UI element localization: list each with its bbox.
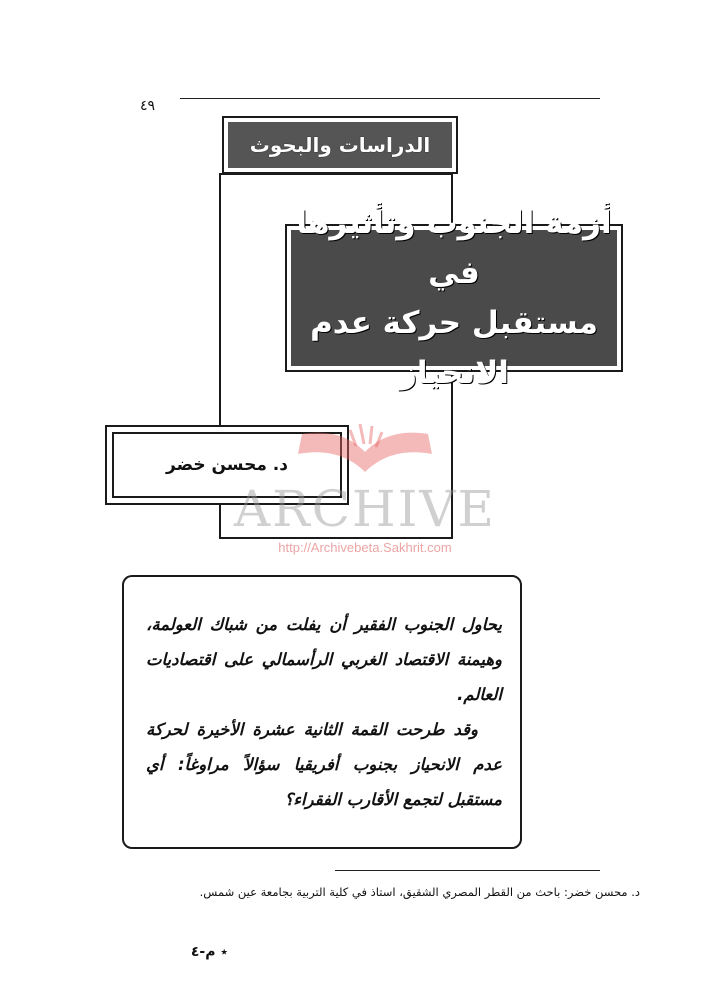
page-number: ٤٩ <box>140 98 156 114</box>
abstract-box <box>122 575 522 849</box>
header-rule <box>180 98 600 99</box>
watermark-text: ARCHIVE <box>234 480 496 538</box>
abstract-text <box>146 607 502 817</box>
section-label: الدراسات والبحوث <box>228 122 452 168</box>
title-line-2: مستقبل حركة عدم الانحياز <box>310 305 598 391</box>
author-name: د. محسن خضر <box>112 432 342 498</box>
author-box <box>105 425 349 505</box>
article-title <box>291 205 617 391</box>
watermark-url: http://Archivebeta.Sakhrit.com <box>278 540 452 555</box>
abstract-paragraph-2: وقد طرحت القمة الثانية عشرة الأخيرة لحركة عدم الانحياز بجنوب أفريقيا سؤالاً مراوغاً: أي مستقبل لتجمع الأقارب الفقراء؟ <box>146 720 502 809</box>
section-header <box>222 116 458 174</box>
footer-signature-mark: ٭ م-٤ <box>190 944 228 960</box>
title-line-1: أزمة الجنوب وتأثيرها في <box>296 205 612 291</box>
footnote: د. محسن خضر: باحث من القطر المصري الشقيق، استاذ في كلية التربية بجامعة عين شمس. <box>199 885 640 899</box>
article-title-box <box>285 205 623 391</box>
abstract-paragraph-1: يحاول الجنوب الفقير أن يفلت من شباك العولمة، وهيمنة الاقتصاد الغربي الرأسمالي على اقتصاديات العالم. <box>146 615 502 704</box>
footnote-rule <box>335 870 600 871</box>
